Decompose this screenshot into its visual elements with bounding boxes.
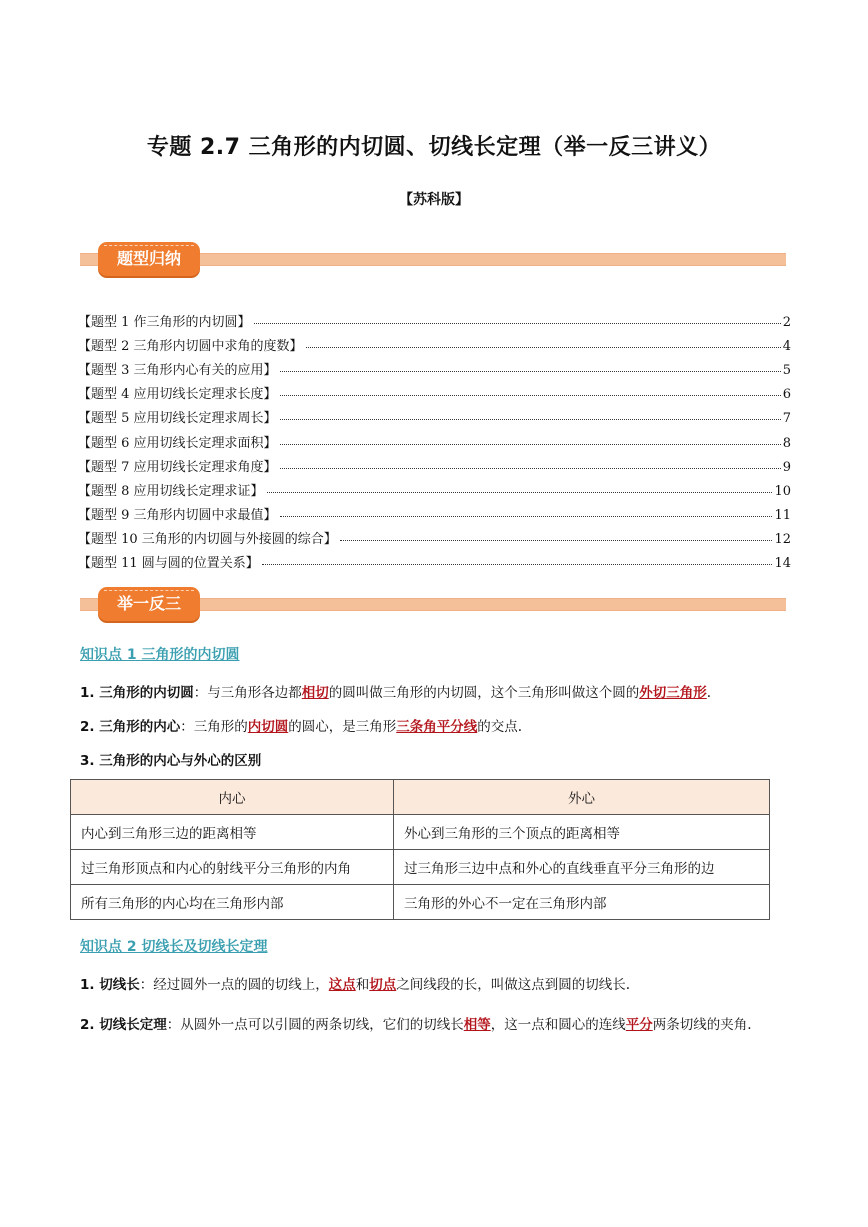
table-cell: 过三角形顶点和内心的射线平分三角形的内角 xyxy=(71,850,394,885)
kp1-item-3 xyxy=(80,749,792,773)
table-cell: 三角形的外心不一定在三角形内部 xyxy=(394,885,770,920)
highlighted-answer: 三条角平分线 xyxy=(396,719,478,735)
item-number: 3. xyxy=(80,753,100,769)
toc-entry-label: 【题型 1 作三角形的内切圆】 xyxy=(78,315,251,331)
toc-leader xyxy=(280,516,773,517)
table-row xyxy=(71,815,770,850)
body-text: 和 xyxy=(355,977,370,993)
toc-entry-page: 6 xyxy=(782,387,791,403)
toc-leader xyxy=(280,371,781,372)
body-text: 的交点. xyxy=(477,719,523,735)
term-label: 三角形的内心与外心的区别 xyxy=(99,753,262,769)
toc-leader xyxy=(280,444,781,445)
toc-entry-page: 11 xyxy=(774,507,791,523)
toc-entry[interactable] xyxy=(78,378,791,402)
main-banner xyxy=(80,585,786,625)
term-label: 三角形的内切圆 xyxy=(99,685,194,701)
column-header: 外心 xyxy=(394,780,770,815)
toc-entry-label: 【题型 5 应用切线长定理求周长】 xyxy=(78,411,277,427)
kp2-item-1 xyxy=(80,973,792,997)
highlighted-answer: 平分 xyxy=(625,1017,653,1033)
toc-entry-label: 【题型 4 应用切线长定理求长度】 xyxy=(78,387,277,403)
toc-entry-page: 7 xyxy=(782,411,791,427)
kp1-item-1 xyxy=(80,681,792,705)
column-header: 内心 xyxy=(71,780,394,815)
toc-banner xyxy=(80,240,786,280)
body-text: 两条切线的夹角. xyxy=(652,1017,752,1033)
toc-entry-label: 【题型 3 三角形内心有关的应用】 xyxy=(78,363,277,379)
toc-entry-label: 【题型 7 应用切线长定理求角度】 xyxy=(78,459,277,475)
highlighted-answer: 切点 xyxy=(369,977,397,993)
body-text: 的圆叫做三角形的内切圆，这个三角形叫做这个圆的 xyxy=(328,685,640,701)
toc-entry[interactable] xyxy=(78,402,791,426)
kp2-item-2 xyxy=(80,1009,792,1041)
document-title: 专题 2.7 三角形的内切圆、切线长定理（举一反三讲义） xyxy=(146,135,722,160)
main-banner-label: 举一反三 xyxy=(98,587,200,621)
highlighted-answer: 外切三角形 xyxy=(639,685,707,701)
table-header-row xyxy=(71,780,770,815)
knowledge-point-1-heading: 知识点 1 三角形的内切圆 xyxy=(80,647,240,663)
item-number: 1. xyxy=(80,977,100,993)
toc-entry-page: 2 xyxy=(782,315,791,331)
toc-entry-label: 【题型 2 三角形内切圆中求角的度数】 xyxy=(78,339,303,355)
toc-entry-page: 14 xyxy=(774,556,791,572)
body-text: ，这一点和圆心的连线 xyxy=(490,1017,626,1033)
body-text: ：三角形的 xyxy=(180,719,248,735)
toc-entry-page: 4 xyxy=(782,339,791,355)
table-cell: 所有三角形的内心均在三角形内部 xyxy=(71,885,394,920)
toc-entry-label: 【题型 6 应用切线长定理求面积】 xyxy=(78,435,277,451)
toc-entry[interactable] xyxy=(78,354,791,378)
body-text: 之间线段的长，叫做这点到圆的切线长. xyxy=(396,977,631,993)
body-text: . xyxy=(706,685,712,701)
term-label: 切线长 xyxy=(99,977,140,993)
toc-entry[interactable] xyxy=(78,451,791,475)
highlighted-answer: 相等 xyxy=(463,1017,491,1033)
table-cell: 内心到三角形三边的距离相等 xyxy=(71,815,394,850)
incenter-vs-circumcenter-table xyxy=(70,779,770,920)
toc-entry-page: 10 xyxy=(774,483,791,499)
toc-entry[interactable] xyxy=(78,499,791,523)
toc-entry-label: 【题型 11 圆与圆的位置关系】 xyxy=(78,556,259,572)
body-text: ：从圆外一点可以引圆的两条切线，它们的切线长 xyxy=(166,1017,464,1033)
highlighted-answer: 内切圆 xyxy=(247,719,289,735)
toc-entry[interactable] xyxy=(78,306,791,330)
table-of-contents xyxy=(78,306,791,571)
toc-entry-page: 12 xyxy=(774,531,791,547)
toc-leader xyxy=(306,347,781,348)
toc-entry-page: 9 xyxy=(782,459,791,475)
toc-entry-label: 【题型 9 三角形内切圆中求最值】 xyxy=(78,507,277,523)
toc-entry-page: 5 xyxy=(782,363,791,379)
item-number: 1. xyxy=(80,685,100,701)
toc-banner-label: 题型归纳 xyxy=(98,242,200,276)
toc-leader xyxy=(254,323,781,324)
item-number: 2. xyxy=(80,719,100,735)
toc-leader xyxy=(280,395,781,396)
toc-entry[interactable] xyxy=(78,547,791,571)
toc-leader xyxy=(280,419,781,420)
table-cell: 过三角形三边中点和外心的直线垂直平分三角形的边 xyxy=(394,850,770,885)
toc-leader xyxy=(340,540,773,541)
item-number: 2. xyxy=(80,1017,100,1033)
table-cell: 外心到三角形的三个顶点的距离相等 xyxy=(394,815,770,850)
toc-entry-page: 8 xyxy=(782,435,791,451)
highlighted-answer: 相切 xyxy=(301,685,329,701)
toc-entry[interactable] xyxy=(78,426,791,450)
toc-leader xyxy=(280,468,781,469)
kp1-item-2 xyxy=(80,715,792,739)
toc-leader xyxy=(267,492,773,493)
toc-entry-label: 【题型 8 应用切线长定理求证】 xyxy=(78,483,264,499)
toc-leader xyxy=(262,564,773,565)
knowledge-point-2-heading: 知识点 2 切线长及切线长定理 xyxy=(80,939,268,955)
table-row xyxy=(71,850,770,885)
toc-entry[interactable] xyxy=(78,523,791,547)
body-text: ：与三角形各边都 xyxy=(193,685,302,701)
term-label: 三角形的内心 xyxy=(99,719,181,735)
toc-entry[interactable] xyxy=(78,330,791,354)
toc-entry[interactable] xyxy=(78,475,791,499)
toc-entry-label: 【题型 10 三角形的内切圆与外接圆的综合】 xyxy=(78,531,337,547)
table-row xyxy=(71,885,770,920)
body-text: ：经过圆外一点的圆的切线上， xyxy=(139,977,329,993)
highlighted-answer: 这点 xyxy=(328,977,356,993)
edition-label: 【苏科版】 xyxy=(399,192,469,208)
body-text: 的圆心，是三角形 xyxy=(288,719,397,735)
term-label: 切线长定理 xyxy=(99,1017,167,1033)
